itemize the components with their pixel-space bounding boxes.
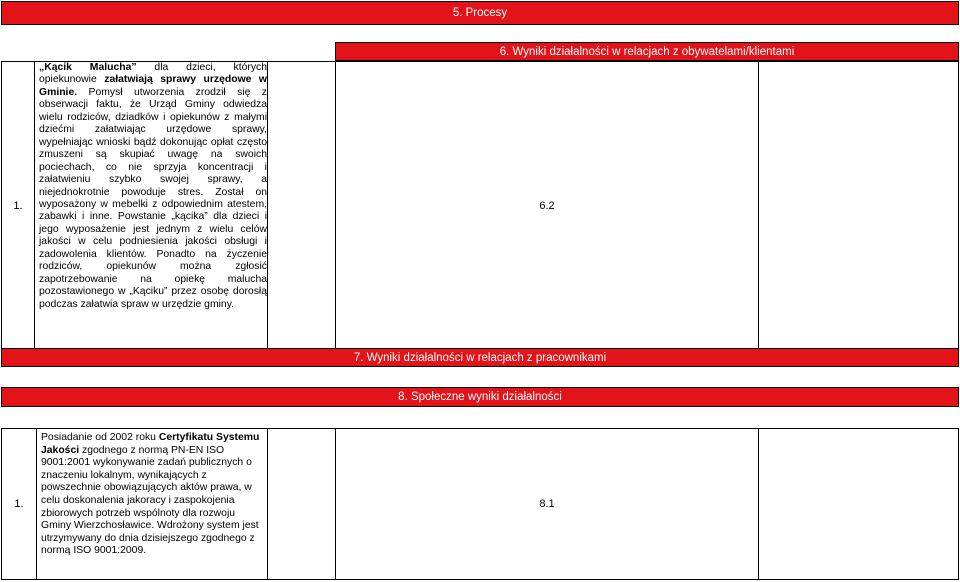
row2-cert-bold: Certyfikatu Systemu Jakości bbox=[41, 432, 260, 456]
section-header-pracownicy-label: 7. Wyniki działalności w relacjach z pracownikami bbox=[353, 351, 607, 364]
section-header-spoleczne-label: 8. Społeczne wyniki działalności bbox=[398, 391, 562, 403]
row1-title-rest: dla dzieci, których opiekunowie bbox=[39, 62, 267, 86]
row1-title-bold: „Kącik Malucha” bbox=[39, 62, 137, 73]
row1-body: Pomysł utworzenia zrodził się z obserwacji faktu, że Urząd Gminy odwiedza wielu rodziców, dziadków i opiekunów z małymi dziećmi załatwiając urzędowe sprawy, wypełniając wnioski bądź dokonując opłat często zmuszeni są skupiać uwagę na swoich pociechach, co nie sprzyja koncentracji i załatwieniu szybko swojej sprawy, a niejednokrotnie powoduje stres. Został on wyposażony w mebelki z odpowiednim atestem, zabawki i inne. Powstanie „kącika” dla dzieci i jego wyposażenie jest jednym z wielu celów jakości w celu podniesienia jakości obsługi i zadowolenia klientów. Ponadto na życzenie rodziców, opiekunów można zgłosić zapotrzebowanie na opiekę malucha pozostawionego w „Kąciku” przez osobę dorosłą podczas załatwia spraw w urzędzie gminy. bbox=[39, 86, 267, 310]
row2-empty-right-cell bbox=[758, 428, 959, 580]
section-header-obywatele-label: 6. Wyniki działalności w relacjach z obywatelami/klientami bbox=[499, 45, 795, 58]
row2-description bbox=[41, 432, 263, 558]
row2-ref: 8.1 bbox=[539, 498, 555, 510]
row1-empty-right-cell bbox=[758, 61, 959, 350]
row1-description-cell bbox=[34, 61, 268, 350]
section-header-spoleczne bbox=[1, 387, 959, 407]
row2-number-cell bbox=[1, 428, 37, 580]
row1-description bbox=[39, 62, 267, 311]
row2-intro: Posiadanie od 2002 roku bbox=[41, 432, 159, 443]
row1-number: 1. bbox=[13, 199, 23, 212]
section-header-procesy bbox=[1, 1, 959, 25]
row1-number-cell bbox=[1, 61, 35, 350]
row2-description-cell bbox=[36, 428, 268, 580]
section-header-pracownicy bbox=[1, 348, 959, 367]
section-header-obywatele bbox=[335, 42, 959, 61]
row1-ref: 6.2 bbox=[539, 199, 555, 212]
row2-number: 1. bbox=[14, 498, 24, 510]
row1-ref-cell bbox=[335, 61, 759, 350]
row2-empty-cell bbox=[267, 428, 336, 580]
row1-empty-cell bbox=[267, 61, 336, 350]
section-header-procesy-label: 5. Procesy bbox=[452, 7, 508, 19]
row1-title-bold-2: załatwiają sprawy urzędowe w Gminie. bbox=[39, 74, 267, 98]
row2-body: zgodnego z normą PN-EN ISO 9001:2001 wykonywanie zadań publicznych o znaczeniu lokalnym, wynikających z powszechnie obowiązujących aktów prawa, w celu doskonalenia jakoracy i zaspokojenia zbiorowych potrzeb wspólnoty dla rozwoju Gminy Wierzchosławice. Wdrożony system jest utrzymywany do dnia dzisiejszego zgodnego z normą ISO 9001:2009. bbox=[41, 444, 259, 557]
row2-ref-cell bbox=[335, 428, 759, 580]
